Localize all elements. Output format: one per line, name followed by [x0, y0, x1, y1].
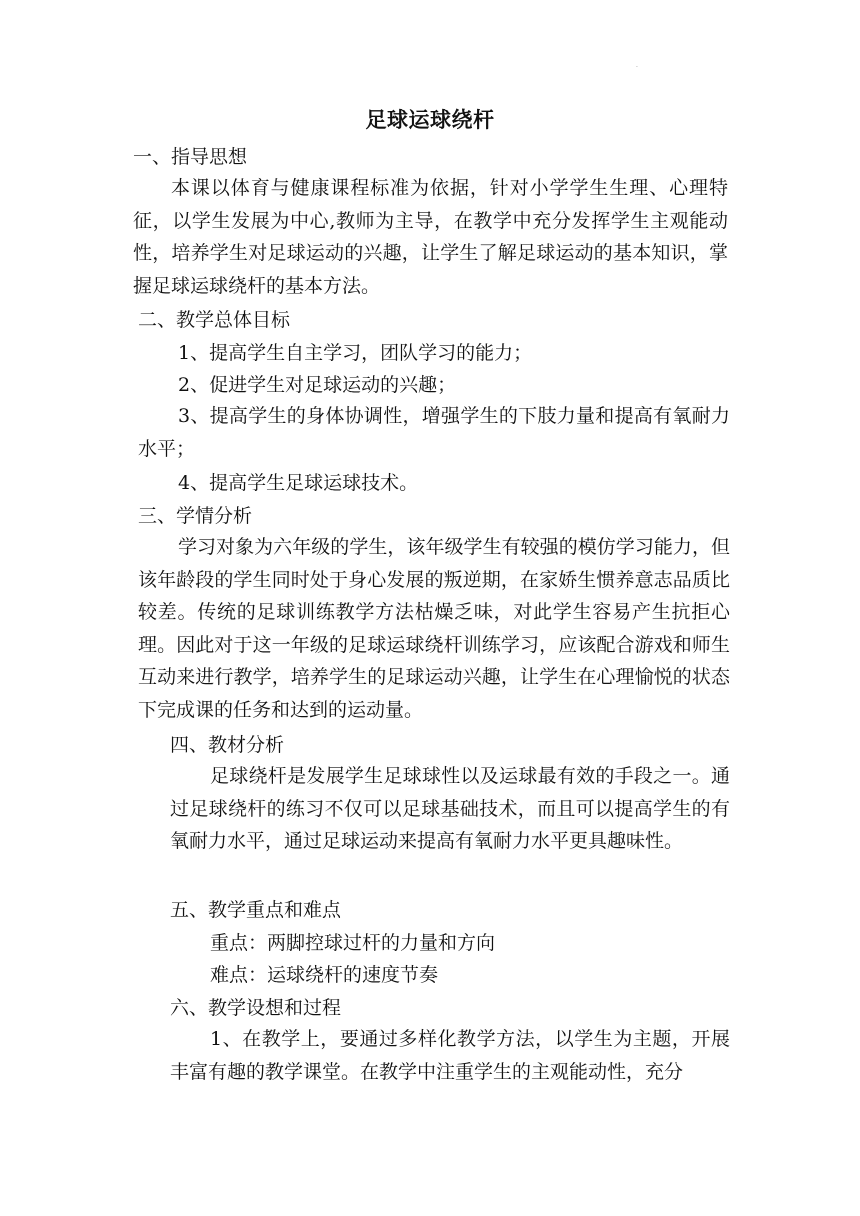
section-heading-key-points: 五、教学重点和难点: [170, 899, 342, 921]
difficulty-point: 难点：运球绕杆的速度节奏: [210, 964, 439, 986]
paragraph-teaching-process: 1、在教学上，要通过多样化教学方法，以学生为主题，开展丰富有趣的教学课堂。在教学中注重学生的主观能动性，充分: [170, 1028, 730, 1083]
section-heading-guiding-ideology: 一、指导思想: [133, 146, 248, 168]
section-heading-teaching-process: 六、教学设想和过程: [170, 997, 342, 1019]
paragraph-material-analysis: 足球绕杆是发展学生足球球性以及运球最有效的手段之一。通过足球绕杆的练习不仅可以足球基础技术，而且可以提高学生的有氧耐力水平，通过足球运动来提高有氧耐力水平更具趣味性。: [170, 765, 730, 852]
corner-mark: ·: [636, 64, 638, 71]
key-point: 重点：两脚控球过杆的力量和方向: [210, 932, 496, 954]
section-heading-material-analysis: 四、教材分析: [170, 734, 285, 756]
goal-item-2: 2、促进学生对足球运动的兴趣；: [178, 374, 457, 396]
section-heading-learner-analysis: 三、学情分析: [138, 505, 253, 527]
paragraph-guiding-ideology: 本课以体育与健康课程标准为依据，针对小学学生生理、心理特征，以学生发展为中心,教师为主导，在教学中充分发挥学生主观能动性，培养学生对足球运动的兴趣，让学生了解足球运动的基本知识，掌握足球运球绕杆的基本方法。: [133, 177, 728, 297]
paragraph-learner-analysis: 学习对象为六年级的学生，该年级学生有较强的模仿学习能力，但该年龄段的学生同时处于身心发展的叛逆期，在家娇生惯养意志品质比较差。传统的足球训练教学方法枯燥乏味，对此学生容易产生抗拒心理。因此对于这一年级的足球运球绕杆训练学习，应该配合游戏和师生互动来进行教学，培养学生的足球运动兴趣，让学生在心理愉悦的状态下完成课的任务和达到的运动量。: [138, 536, 730, 721]
goal-item-1: 1、提高学生自主学习，团队学习的能力；: [178, 342, 533, 364]
goal-item-3: 3、提高学生的身体协调性，增强学生的下肢力量和提高有氧耐力水平；: [138, 405, 730, 460]
document-title: 足球运球绕杆: [365, 108, 495, 132]
section-heading-teaching-goals: 二、教学总体目标: [138, 309, 291, 331]
goal-item-4: 4、提高学生足球运球技术。: [178, 472, 419, 494]
